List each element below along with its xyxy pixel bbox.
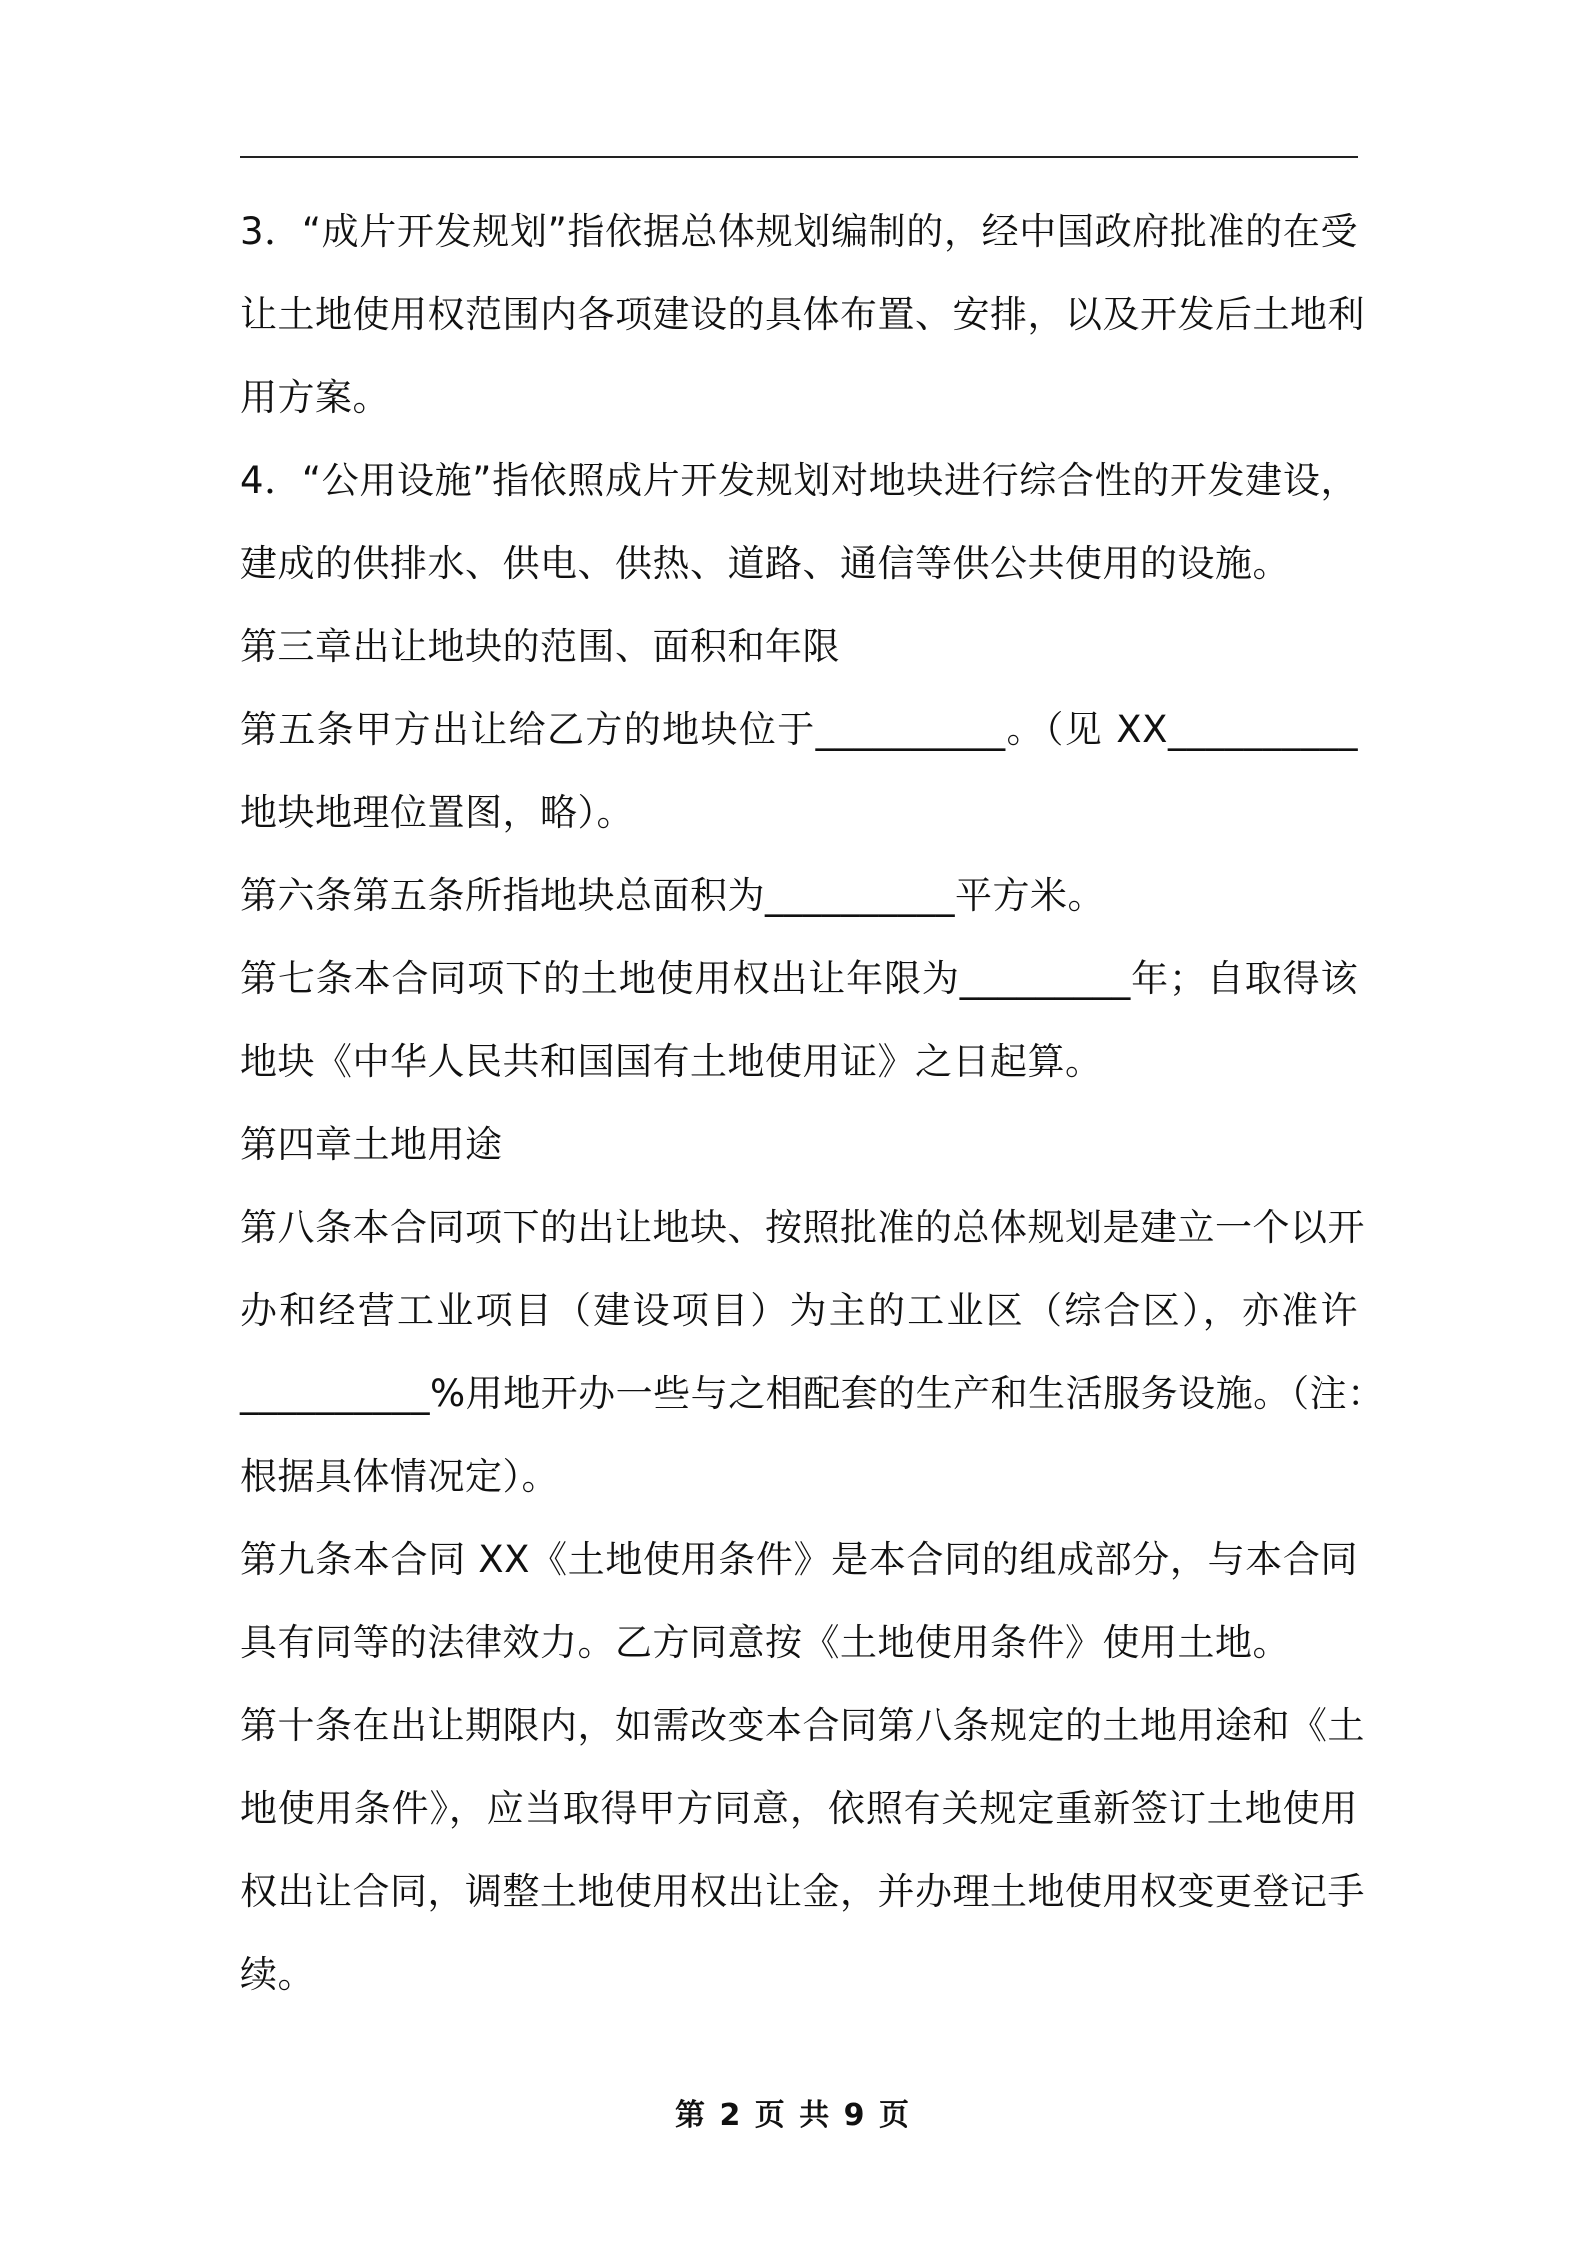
text-line: __________%用地开办一些与之相配套的生产和生活服务设施。（注： [240,1372,1385,1415]
text-line: 第九条本合同 XX《土地使用条件》是本合同的组成部分，与本合同 [240,1538,1358,1581]
text-line: 具有同等的法律效力。乙方同意按《土地使用条件》使用土地。 [240,1621,1290,1664]
text-line: 第八条本合同项下的出让地块、按照批准的总体规划是建立一个以开 [240,1206,1365,1249]
text-line: 让土地使用权范围内各项建设的具体布置、安排，以及开发后土地利 [240,293,1365,336]
text-line: 第六条第五条所指地块总面积为__________平方米。 [240,874,1105,917]
chapter-heading: 第三章出让地块的范围、面积和年限 [240,625,840,668]
header-rule [240,156,1358,158]
text-line: 用方案。 [240,376,390,419]
document-body [240,190,1385,2016]
text-line: 4．“公用设施”指依照成片开发规划对地块进行综合性的开发建设， [240,459,1358,502]
text-line: 权出让合同，调整土地使用权出让金，并办理土地使用权变更登记手 [240,1870,1365,1913]
text-line: 根据具体情况定）。 [240,1455,559,1498]
chapter-heading: 第四章土地用途 [240,1123,503,1166]
text-line: 地使用条件》，应当取得甲方同意，依照有关规定重新签订土地使用 [240,1787,1358,1830]
text-line: 地块地理位置图，略）。 [240,791,634,834]
text-line: 办和经营工业项目（建设项目）为主的工业区（综合区），亦准许 [240,1289,1358,1332]
text-line: 续。 [240,1953,315,1996]
text-line: 第十条在出让期限内，如需改变本合同第八条规定的土地用途和《土 [240,1704,1365,1747]
text-line: 3．“成片开发规划”指依据总体规划编制的，经中国政府批准的在受 [240,210,1358,253]
text-line: 第七条本合同项下的土地使用权出让年限为_________年；自取得该 [240,957,1358,1000]
text-line: 建成的供排水、供电、供热、道路、通信等供公共使用的设施。 [240,542,1290,585]
page-number-footer: 第 2 页 共 9 页 [675,2098,911,2133]
text-line: 地块《中华人民共和国国有土地使用证》之日起算。 [240,1040,1103,1083]
text-line: 第五条甲方出让给乙方的地块位于__________。（见 XX__________ [240,708,1358,751]
